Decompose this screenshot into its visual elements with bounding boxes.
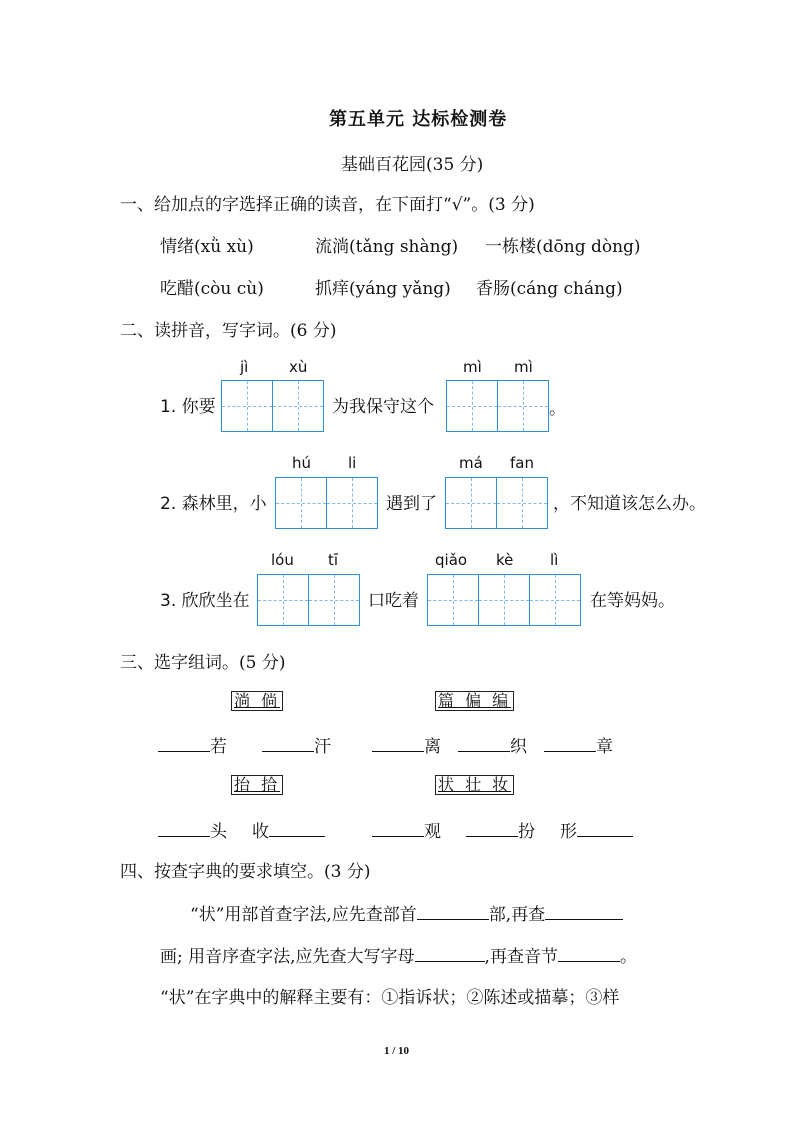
fill-line[interactable] [544,732,613,757]
fill-line[interactable] [262,732,331,757]
pinyin-label: kè [496,551,514,569]
fill-line[interactable] [158,732,227,757]
sentence-text: 3. 欣欣坐在 [160,591,250,611]
writing-cell[interactable] [275,477,327,529]
writing-cell[interactable] [257,574,309,626]
q1-item: 香肠(cáng cháng) [476,279,623,299]
page-number: 1 / 10 [384,1045,410,1057]
sentence-text: 遇到了 [386,494,437,514]
writing-cell[interactable] [272,380,324,432]
word-char: 形 [560,822,577,842]
q1-item: 吃醋(còu cù) [160,279,264,299]
word-char: 头 [210,822,227,842]
sentence-text: 口吃着 [368,591,419,611]
q4-line [190,900,623,925]
sentence-text: 1. 你要 [160,397,216,417]
writing-cell[interactable] [221,380,273,432]
pinyin-label: fan [510,454,534,472]
pinyin-label: li [348,454,357,472]
q4-line [160,942,637,967]
sentence-text: ，不知道该怎么办。 [553,494,706,514]
q1-item: 一栋楼(dōng dòng) [485,237,641,257]
sentence-text: 在等妈妈。 [590,591,675,611]
writing-grid[interactable] [427,574,580,626]
word-char: 扮 [518,822,535,842]
pinyin-label: qiǎo [435,551,468,569]
q1-heading: 一、给加点的字选择正确的读音，在下面打“√”。(3 分) [120,195,535,215]
word-char: 收 [252,822,269,842]
q4-text: ,再查音节 [484,947,558,967]
writing-cell[interactable] [445,477,497,529]
pinyin-label: hú [292,454,312,472]
fill-line[interactable] [372,732,441,757]
page-title: 第五单元 达标检测卷 [329,109,508,130]
q2-heading: 二、读拼音，写字词。(6 分) [120,321,337,341]
writing-cell[interactable] [308,574,360,626]
q1-item: 抓痒(yáng yǎng) [315,279,451,299]
fill-line[interactable] [158,817,227,842]
pinyin-label: jì [240,358,249,376]
answer-blank[interactable] [558,945,620,962]
section-subtitle: 基础百花园(35 分) [341,155,484,175]
q4-text: 画; 用音序查字法,应先查大写字母 [160,947,415,967]
sentence-text: 2. 森林里，小 [160,494,267,514]
pinyin-label: xù [289,358,308,376]
char-choice-group: 淌 倘 [231,691,283,711]
fill-line[interactable] [458,732,527,757]
writing-cell[interactable] [446,380,498,432]
fill-line[interactable] [466,817,535,842]
word-char: 观 [424,822,441,842]
fill-line[interactable] [560,817,633,842]
fill-line[interactable] [372,817,441,842]
pinyin-label: lóu [271,551,294,569]
pinyin-label: lì [550,551,559,569]
writing-cell[interactable] [497,380,549,432]
writing-grid[interactable] [257,574,359,626]
q4-text: 。 [619,947,637,967]
pinyin-label: mì [463,358,482,376]
sentence-text: 为我保守这个 [332,397,434,417]
fill-line[interactable] [252,817,325,842]
pinyin-label: má [459,454,483,472]
pinyin-label: tī [328,551,339,569]
writing-grid[interactable] [275,477,377,529]
word-char: 汗 [314,737,331,757]
writing-cell[interactable] [496,477,548,529]
q4-heading: 四、按查字典的要求填空。(3 分) [120,862,371,882]
writing-cell[interactable] [478,574,530,626]
writing-grid[interactable] [446,380,548,432]
sentence-text: 。 [549,399,566,419]
word-char: 织 [510,737,527,757]
answer-blank[interactable] [545,903,623,920]
writing-cell[interactable] [326,477,378,529]
word-char: 若 [210,737,227,757]
q1-item: 情绪(xǜ xù) [160,237,254,257]
word-char: 离 [424,737,441,757]
q3-heading: 三、选字组词。(5 分) [120,653,286,673]
writing-cell[interactable] [427,574,479,626]
q1-item: 流淌(tǎng shàng) [315,237,459,257]
writing-cell[interactable] [529,574,581,626]
word-char: 章 [596,737,613,757]
writing-grid[interactable] [445,477,547,529]
q4-line: “状”在字典中的解释主要有：①指诉状；②陈述或描摹；③样 [160,988,620,1008]
answer-blank[interactable] [415,945,485,962]
q4-text: “状”用部首查字法,应先查部首 [190,905,417,925]
char-choice-group: 状 壮 妆 [435,775,514,795]
q4-text: 部,再查 [488,905,546,925]
char-choice-group: 篇 偏 编 [435,691,514,711]
writing-grid[interactable] [221,380,323,432]
answer-blank[interactable] [417,903,489,920]
pinyin-label: mì [514,358,533,376]
char-choice-group: 抬 拾 [231,775,283,795]
